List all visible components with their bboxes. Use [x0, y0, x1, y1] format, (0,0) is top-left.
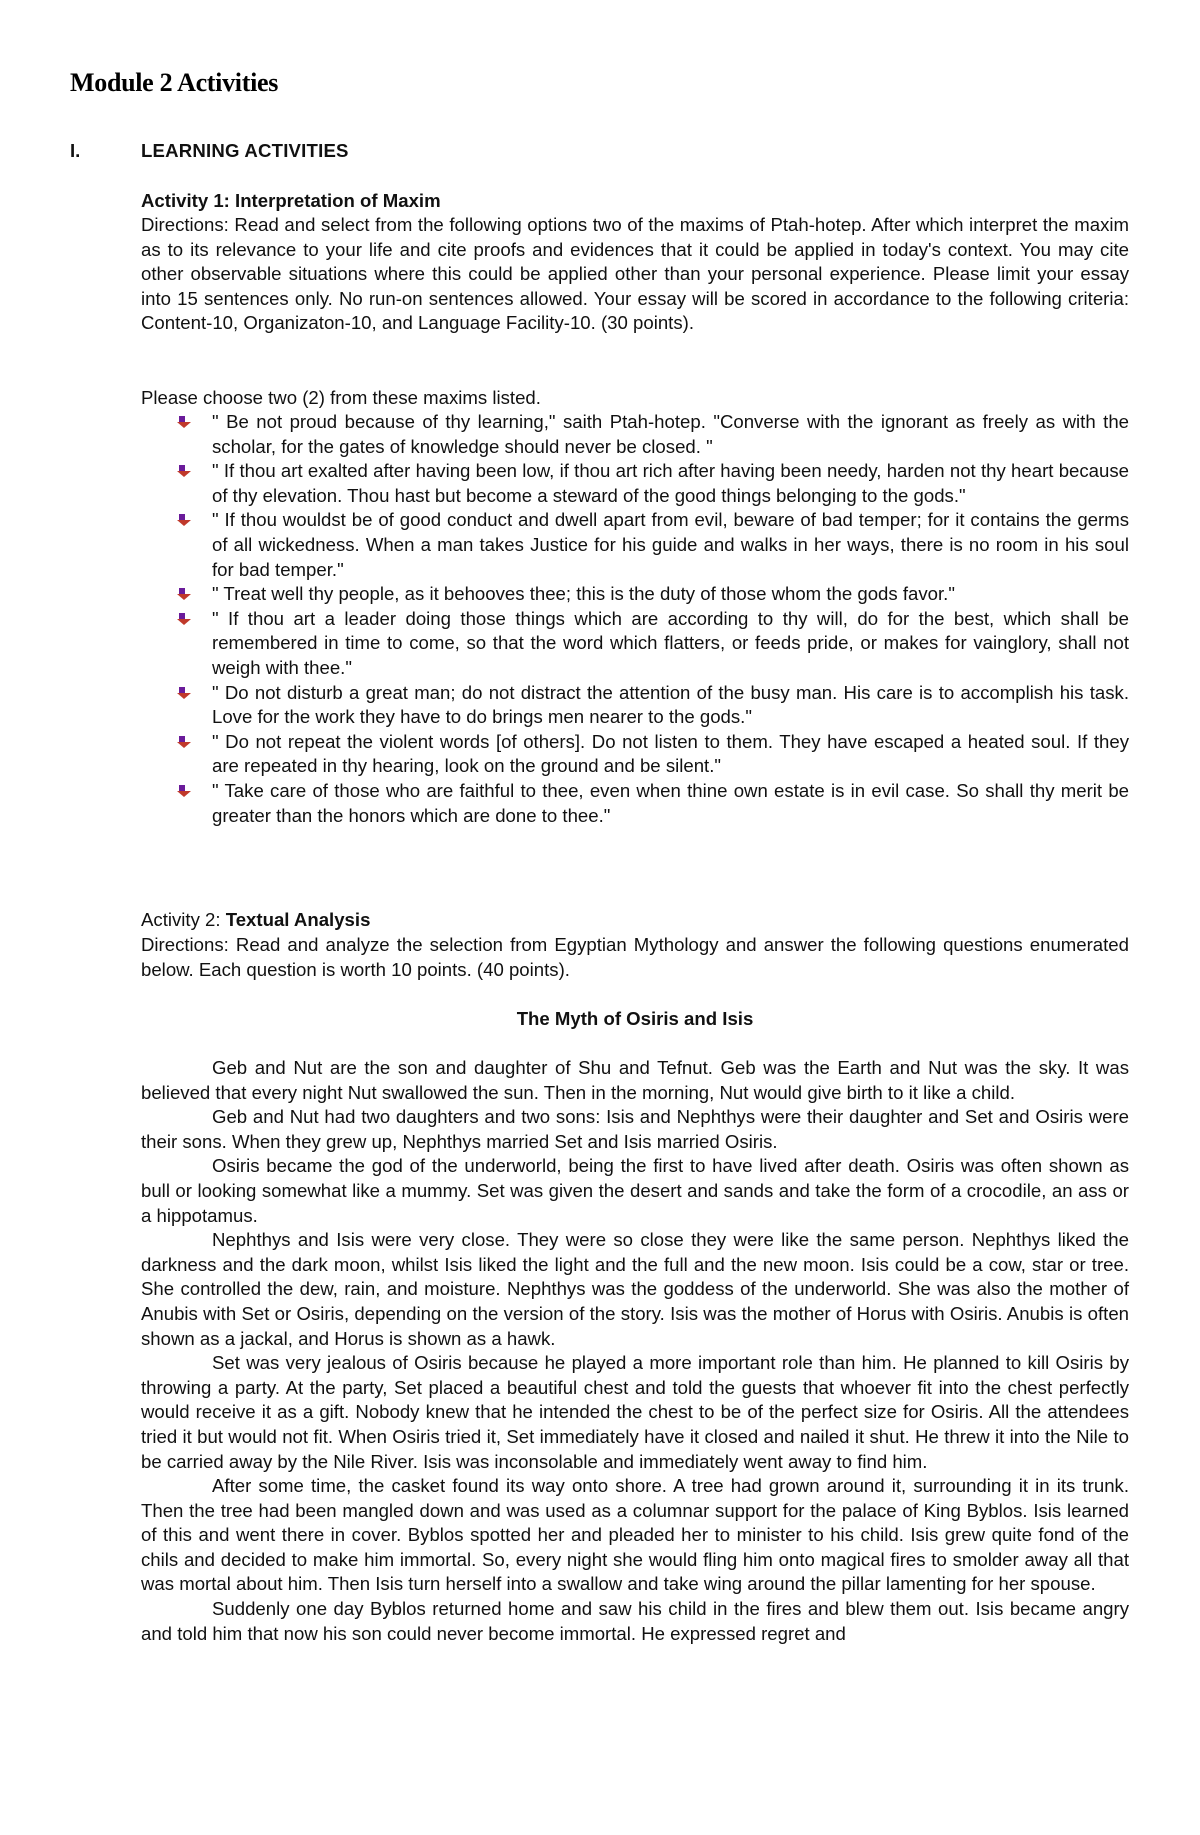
activity2-heading-bold: Textual Analysis: [225, 909, 371, 930]
maxim-text: " Take care of those who are faithful to thee, even when thine own estate is in evil case. So shall thy merit be greater than the honors which are done to thee.": [212, 779, 1129, 826]
section-title: LEARNING ACTIVITIES: [141, 140, 349, 161]
activity2-directions: Directions: Read and analyze the selection from Egyptian Mythology and answer the following questions enumerated below. Each question is worth 10 points. (40 points).: [141, 934, 1129, 980]
activity2-heading: [141, 908, 1129, 933]
story-title: The Myth of Osiris and Isis: [516, 1008, 754, 1029]
list-item: [141, 730, 1129, 779]
maxim-text: " If thou art exalted after having been low, if thou art rich after having been needy, harden not thy heart because of thy elevation. Thou hast but become a steward of the good things belonging to the gods.": [212, 460, 1129, 506]
section-number: I.: [70, 140, 81, 161]
arrow-bullet-icon: [177, 735, 191, 749]
list-item: [141, 779, 1129, 828]
list-item: [141, 508, 1129, 582]
list-item: [141, 681, 1129, 730]
module-title: Module 2 Activities: [70, 68, 279, 97]
story-paragraph: Set was very jealous of Osiris because he played a more important role than him. He planned to kill Osiris by throwing a party. At the party, Set placed a beautiful chest and told the guests that whoever fit into the chest perfectly would receive it as a gift. Nobody knew that he intended the chest to be of the perfect size for Osiris. All the attendees tried it but would not fit. When Osiris tried it, Set immediately have it closed and nailed it shut. He threw it into the Nile to be carried away by the Nile River. Isis was inconsolable and immediately went away to find him.: [141, 1352, 1129, 1472]
list-item: [141, 607, 1129, 681]
arrow-bullet-icon: [177, 415, 191, 429]
story-paragraph: Geb and Nut had two daughters and two sons: Isis and Nephthys were their daughter and Set and Osiris were their sons. When they grew up, Nephthys married Set and Isis married Osiris.: [141, 1106, 1129, 1152]
maxim-text: " Be not proud because of thy learning," saith Ptah-hotep. "Converse with the ignorant as freely as with the scholar, for the gates of knowledge should never be closed. ": [212, 411, 1129, 457]
maxim-list: [141, 410, 1129, 828]
arrow-bullet-icon: [177, 612, 191, 626]
story-paragraph: Geb and Nut are the son and daughter of Shu and Tefnut. Geb was the Earth and Nut was the sky. It was believed that every night Nut swallowed the sun. Then in the morning, Nut would give birth to it like a child.: [141, 1057, 1129, 1103]
maxim-text: " Do not disturb a great man; do not distract the attention of the busy man. His care is to accomplish his task. Love for the work they have to do brings men nearer to the gods.": [212, 681, 1129, 728]
maxim-text: " Treat well thy people, as it behooves thee; this is the duty of those whom the gods favor.": [212, 583, 955, 605]
story-paragraph: Osiris became the god of the underworld, being the first to have lived after death. Osiris was often shown as bull or looking somewhat like a mummy. Set was given the desert and sands and take the form of a crocodile, an ass or a hippotamus.: [141, 1155, 1129, 1226]
maxim-text: " If thou art a leader doing those things which are according to thy will, do for the best, which shall be remembered in time to come, so that the word which flatters, or feeds pride, or makes for vainglory, shall not weigh with thee.": [212, 607, 1129, 678]
arrow-bullet-icon: [177, 784, 191, 798]
list-item: [141, 582, 1129, 607]
story-paragraph: Nephthys and Isis were very close. They were so close they were like the same person. Nephthys liked the darkness and the dark moon, whilst Isis liked the light and the full and the new moon. Isis could be a cow, star or tree. She controlled the dew, rain, and moisture. Nephthys was the goddess of the underworld. She was also the mother of Anubis with Set or Osiris, depending on the version of the story. Isis was the mother of Horus with Osiris. Anubis is often shown as a jackal, and Horus is shown as a hawk.: [141, 1229, 1129, 1349]
arrow-bullet-icon: [177, 464, 191, 478]
arrow-bullet-icon: [177, 587, 191, 601]
choose-prompt: Please choose two (2) from these maxims listed.: [141, 387, 541, 408]
arrow-bullet-icon: [177, 686, 191, 700]
list-item: [141, 459, 1129, 508]
activity1-heading: Activity 1: Interpretation of Maxim: [141, 190, 441, 211]
arrow-bullet-icon: [177, 513, 191, 527]
story-paragraph: After some time, the casket found its way onto shore. A tree had grown around it, surrounding it in its trunk. Then the tree had been mangled down and was used as a columnar support for the palace of King Byblos. Isis learned of this and went there in cover. Byblos spotted her and pleaded her to minister to his child. Isis grew quite fond of the chils and decided to make him immortal. So, every night she would fling him onto magical fires to smolder away all that was mortal about him. Then Isis turn herself into a swallow and take wing around the pillar lamenting for her spouse.: [141, 1475, 1129, 1595]
maxim-text: " Do not repeat the violent words [of others]. Do not listen to them. They have escaped a heated soul. If they are repeated in thy hearing, look on the ground and be silent.": [212, 730, 1129, 777]
story-paragraph: Suddenly one day Byblos returned home and saw his child in the fires and blew them out. Isis became angry and told him that now his son could never become immortal. He expressed regret and: [141, 1598, 1129, 1644]
list-item: [141, 410, 1129, 459]
maxim-text: " If thou wouldst be of good conduct and dwell apart from evil, beware of bad temper; for it contains the germs of all wickedness. When a man takes Justice for his guide and walks in her ways, there is no room in his soul for bad temper.": [212, 509, 1129, 580]
activity2-heading-prefix: Activity 2:: [141, 909, 226, 930]
activity1-directions: Directions: Read and select from the following options two of the maxims of Ptah-hotep. After which interpret the maxim as to its relevance to your life and cite proofs and evidences that it could be applied in today's context. You may cite other observable situations where this could be applied other than your personal experience. Please limit your essay into 15 sentences only. No run-on sentences allowed. Your essay will be scored in accordance to the following criteria: Content-10, Organizaton-10, and Language Facility-10. (30 points).: [141, 214, 1129, 334]
story-body: [141, 1056, 1129, 1646]
